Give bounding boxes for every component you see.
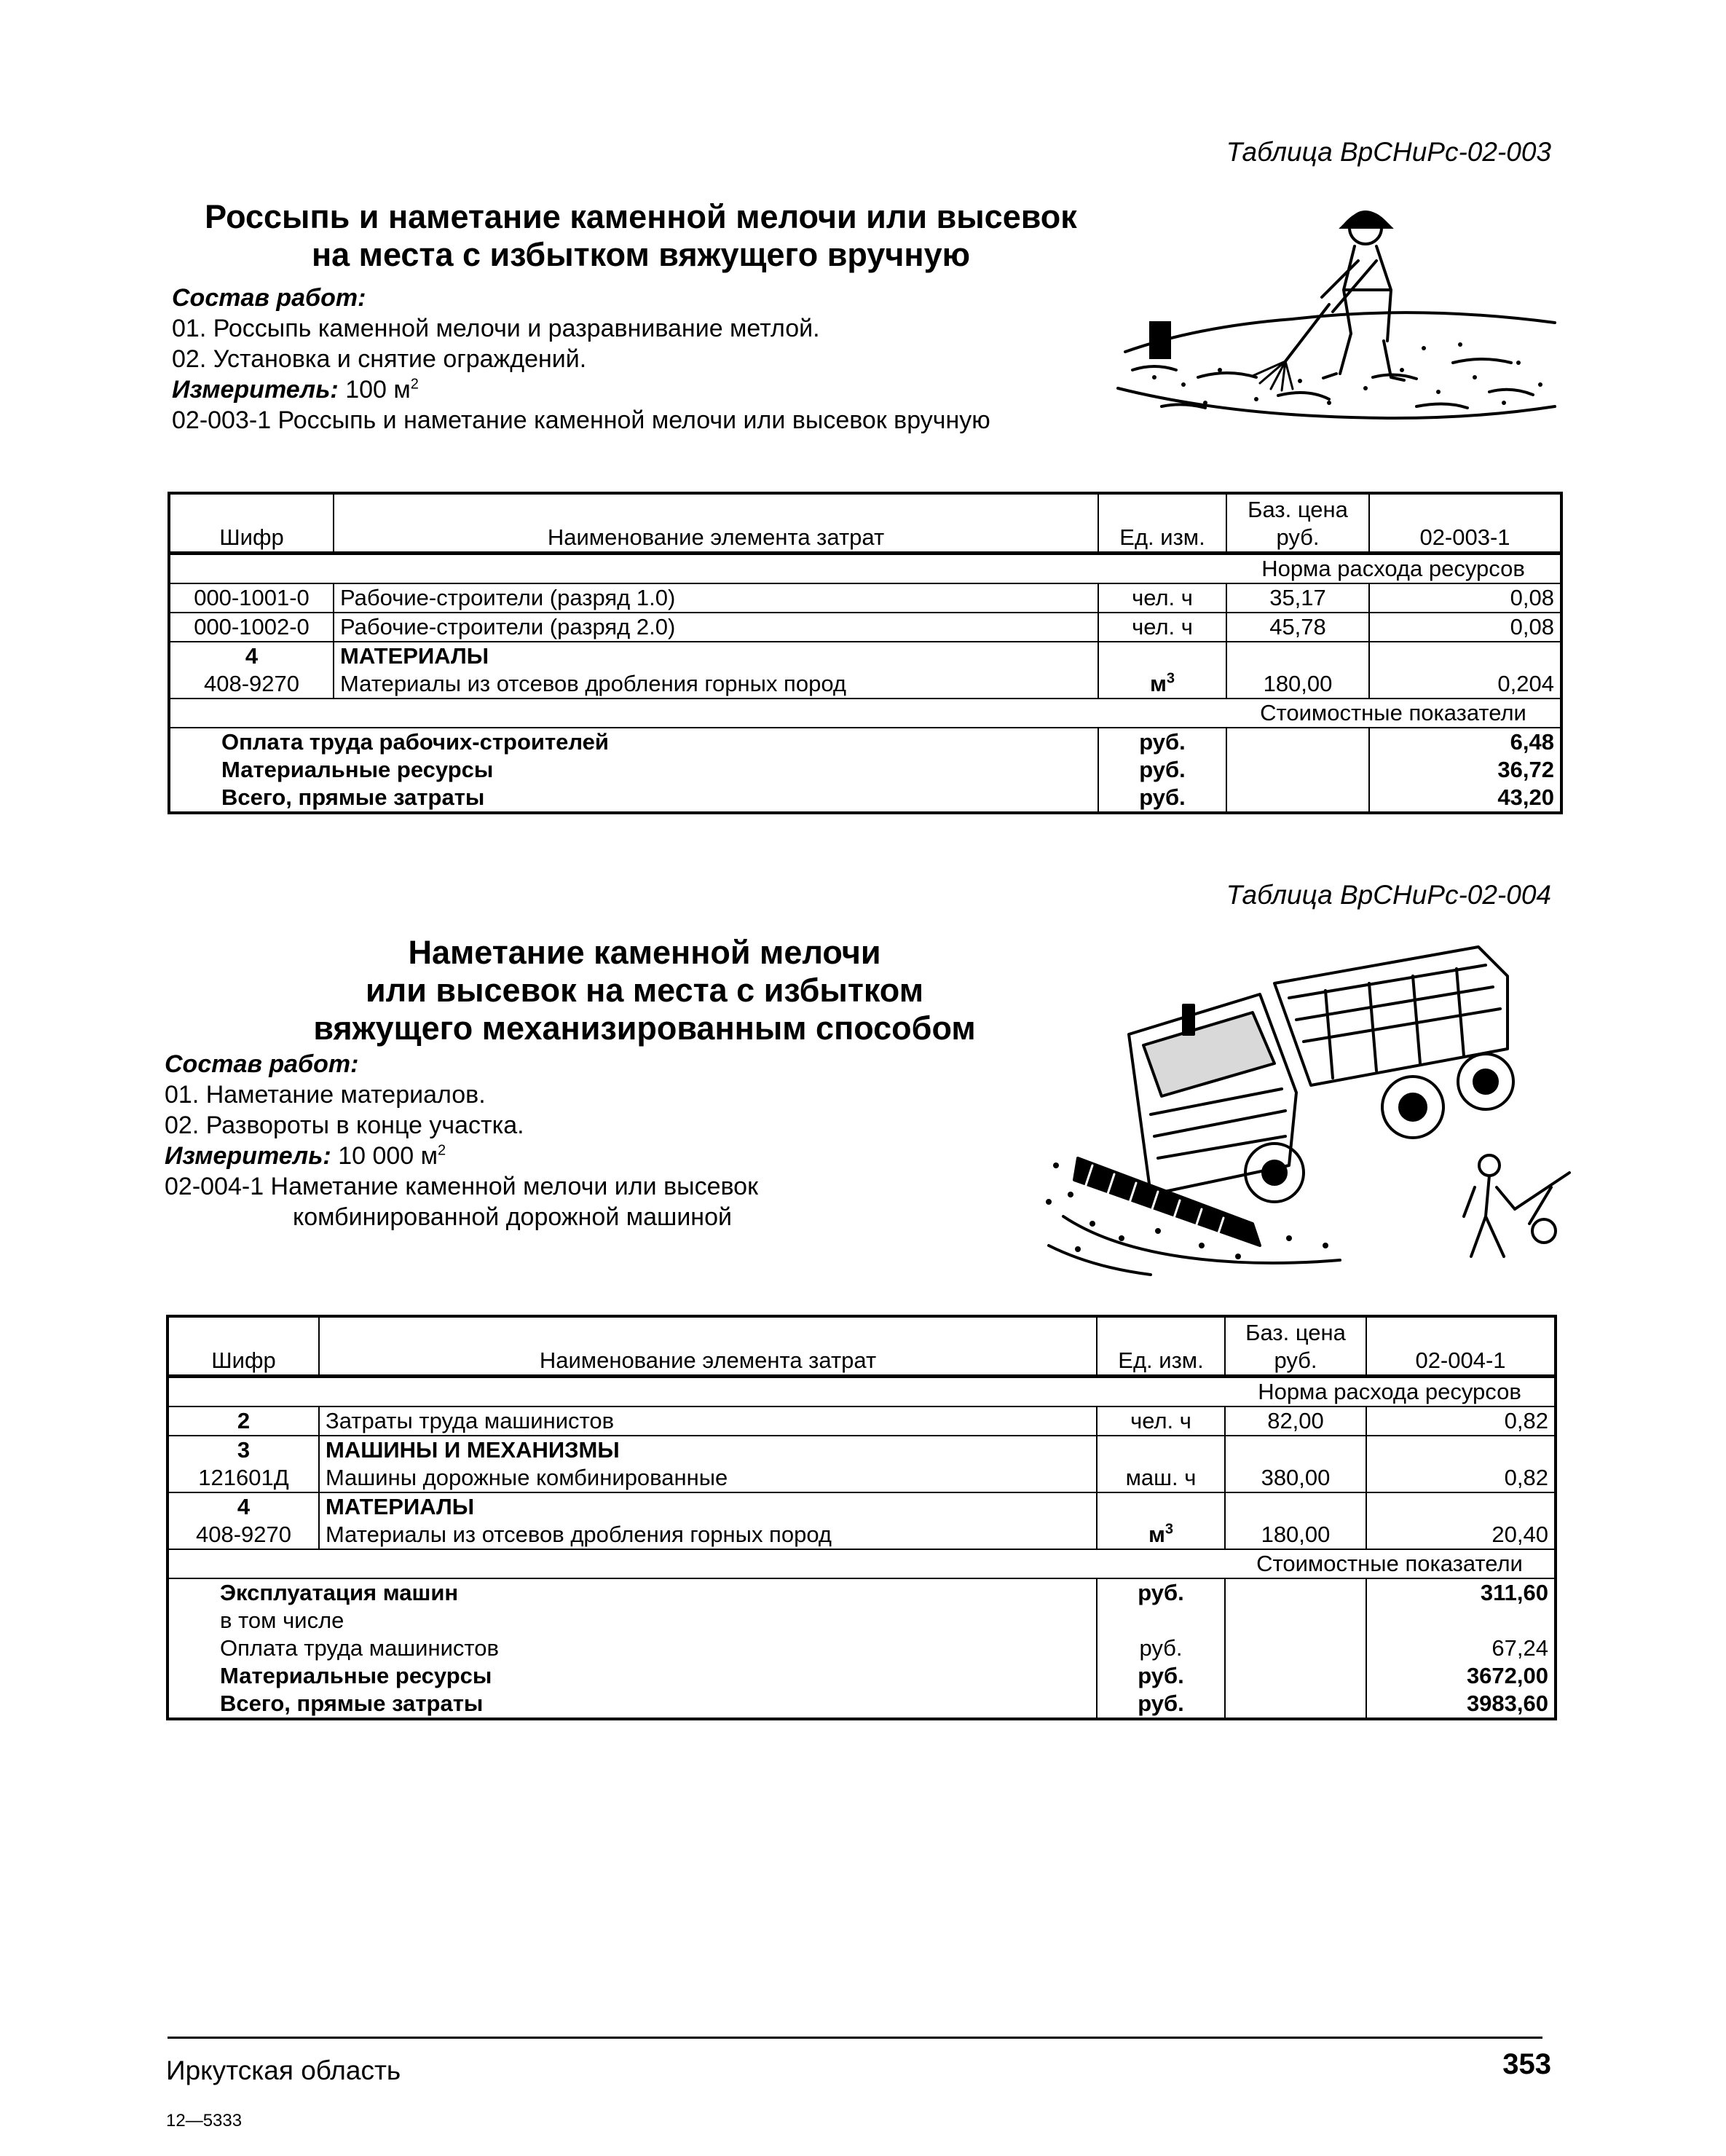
header-item: 02-003-1 [1369,493,1561,554]
total-unit: руб. [1098,756,1226,784]
print-code: 12—5333 [166,2111,243,2131]
measure-sup: 2 [438,1142,446,1159]
item-line: 02-003-1 Россыпь и наметание каменной мелочи или высевок вручную [172,406,990,434]
total-unit: руб. [1098,728,1226,756]
row-name: Рабочие-строители (разряд 2.0) [334,613,1098,642]
row-code: 408-9270 [168,1521,319,1549]
header-price: Баз. цена руб. [1225,1316,1366,1377]
row-price: 82,00 [1225,1406,1366,1436]
works-block [165,1049,758,1232]
total-label: Материальные ресурсы [221,757,494,782]
row-price: 45,78 [1226,613,1369,642]
header-unit: Ед. изм. [1098,493,1226,554]
row-code: 408-9270 [169,670,334,699]
group-label: МАШИНЫ И МЕХАНИЗМЫ [319,1436,1097,1464]
total-label: Всего, прямые затраты [221,784,485,810]
header-item: 02-004-1 [1366,1316,1556,1377]
measure-line [172,374,990,405]
total-unit: руб. [1098,784,1226,813]
row-unit: чел. ч [1098,583,1226,613]
cost-label: Стоимостные показатели [1226,699,1561,728]
norm-section-row [169,554,1561,584]
row-name: Машины дорожные комбинированные [319,1464,1097,1492]
total-unit: руб. [1097,1690,1225,1719]
row-unit: $м^3$ [1098,670,1226,699]
total-row [169,784,1561,813]
row-name: Рабочие-строители (разряд 1.0) [334,583,1098,613]
row-value: 0,08 [1369,583,1561,613]
total-label: Эксплуатация машин [220,1580,459,1605]
table-row [169,613,1561,642]
table-row [169,583,1561,613]
row-code: 000-1001-0 [169,583,334,613]
total-value: 36,72 [1369,756,1561,784]
row-price: 180,00 [1225,1521,1366,1549]
row-unit: чел. ч [1097,1406,1225,1436]
total-value: 67,24 [1366,1634,1556,1662]
row-value: 0,82 [1366,1464,1556,1492]
header-name: Наименование элемента затрат [334,493,1098,554]
table-row [168,1464,1556,1492]
measure-line [165,1141,758,1171]
total-unit: руб. [1097,1634,1225,1662]
work-item: 01. Наметание материалов. [165,1081,486,1109]
worker-sweeping-icon [1111,195,1562,450]
table-caption: Таблица ВрСНиРс-02-003 [1226,137,1551,167]
group-label: МАТЕРИАЛЫ [319,1492,1097,1521]
title-line: Россыпь и наметание каменной мелочи или высевок [205,198,1077,235]
total-unit: руб. [1097,1578,1225,1607]
cost-table [166,1315,1557,1720]
works-label: Состав работ: [172,284,366,312]
total-row [169,756,1561,784]
work-item: 02. Установка и снятие ограждений. [172,345,587,373]
row-name: Материалы из отсевов дробления горных пород [319,1521,1097,1549]
total-label: Материальные ресурсы [220,1663,492,1688]
section-title [168,198,1114,274]
total-value: 3672,00 [1366,1662,1556,1690]
group-row [168,1436,1556,1464]
work-item: 01. Россыпь каменной мелочи и разравнивание метлой. [172,315,820,342]
table-row [169,670,1561,699]
footer-divider [168,2037,1542,2039]
total-value: 43,20 [1369,784,1561,813]
total-row [168,1607,1556,1634]
cost-label: Стоимостные показатели [1225,1549,1556,1578]
total-row [169,728,1561,756]
works-block [172,283,990,436]
total-row [168,1690,1556,1719]
row-value: 0,08 [1369,613,1561,642]
item-line: комбинированной дорожной машиной [293,1203,732,1231]
cost-table [168,492,1563,814]
header-row [169,493,1561,554]
header-row [168,1316,1556,1377]
row-price: 35,17 [1226,583,1369,613]
row-unit: маш. ч [1097,1464,1225,1492]
norm-label: Норма расхода ресурсов [1225,1377,1556,1407]
title-line: или высевок на места с избытком [366,972,923,1009]
total-label: в том числе [220,1608,344,1633]
total-value: 3983,60 [1366,1690,1556,1719]
header-price: Баз. цена руб. [1226,493,1369,554]
measure-value: 100 м [345,376,411,404]
row-price: 180,00 [1226,670,1369,699]
row-code: 2 [168,1406,319,1436]
total-value: 311,60 [1366,1578,1556,1607]
table-caption: Таблица ВрСНиРс-02-004 [1226,880,1551,910]
row-code: 121601Д [168,1464,319,1492]
total-unit: руб. [1097,1662,1225,1690]
group-code: 4 [245,643,259,669]
measure-sup: 2 [410,376,419,393]
row-price: 380,00 [1225,1464,1366,1492]
header-unit: Ед. изм. [1097,1316,1225,1377]
total-label: Оплата труда машинистов [220,1635,499,1661]
cost-section-row [169,699,1561,728]
group-label: МАТЕРИАЛЫ [334,642,1098,670]
table-row [168,1521,1556,1549]
works-label: Состав работ: [165,1050,359,1078]
row-value: 20,40 [1366,1521,1556,1549]
group-row [168,1492,1556,1521]
measure-label: Измеритель: [165,1142,331,1170]
row-unit: $м^3$ [1097,1521,1225,1549]
footer-region: Иркутская область [166,2055,401,2085]
total-value: 6,48 [1369,728,1561,756]
title-line: вяжущего механизированным способом [313,1010,976,1047]
work-item: 02. Развороты в конце участка. [165,1112,524,1139]
header-code: Шифр [168,1316,319,1377]
total-value [1366,1607,1556,1634]
measure-value: 10 000 м [338,1142,438,1170]
total-label: Оплата труда рабочих-строителей [221,729,609,755]
group-row [169,642,1561,670]
page-number: 353 [1502,2048,1551,2080]
header-name: Наименование элемента затрат [319,1316,1097,1377]
row-unit: чел. ч [1098,613,1226,642]
total-row [168,1662,1556,1690]
norm-section-row [168,1377,1556,1407]
row-name: Затраты труда машинистов [319,1406,1097,1436]
row-code: 000-1002-0 [169,613,334,642]
item-line: 02-004-1 Наметание каменной мелочи или высевок [165,1173,758,1200]
row-value: 0,82 [1366,1406,1556,1436]
group-code: 3 [237,1437,251,1463]
table-row [168,1406,1556,1436]
total-row [168,1578,1556,1607]
row-name: Материалы из отсевов дробления горных пород [334,670,1098,699]
title-line: Наметание каменной мелочи [408,934,881,971]
norm-label: Норма расхода ресурсов [1226,554,1561,584]
cost-section-row [168,1549,1556,1578]
road-machine-icon [1034,925,1573,1289]
measure-label: Измеритель: [172,376,339,404]
header-code: Шифр [169,493,334,554]
total-label: Всего, прямые затраты [220,1691,484,1716]
section-title [168,934,1122,1047]
group-code: 4 [237,1494,251,1519]
row-value: 0,204 [1369,670,1561,699]
total-unit [1097,1607,1225,1634]
total-row [168,1634,1556,1662]
title-line: на места с избытком вяжущего вручную [311,236,971,273]
